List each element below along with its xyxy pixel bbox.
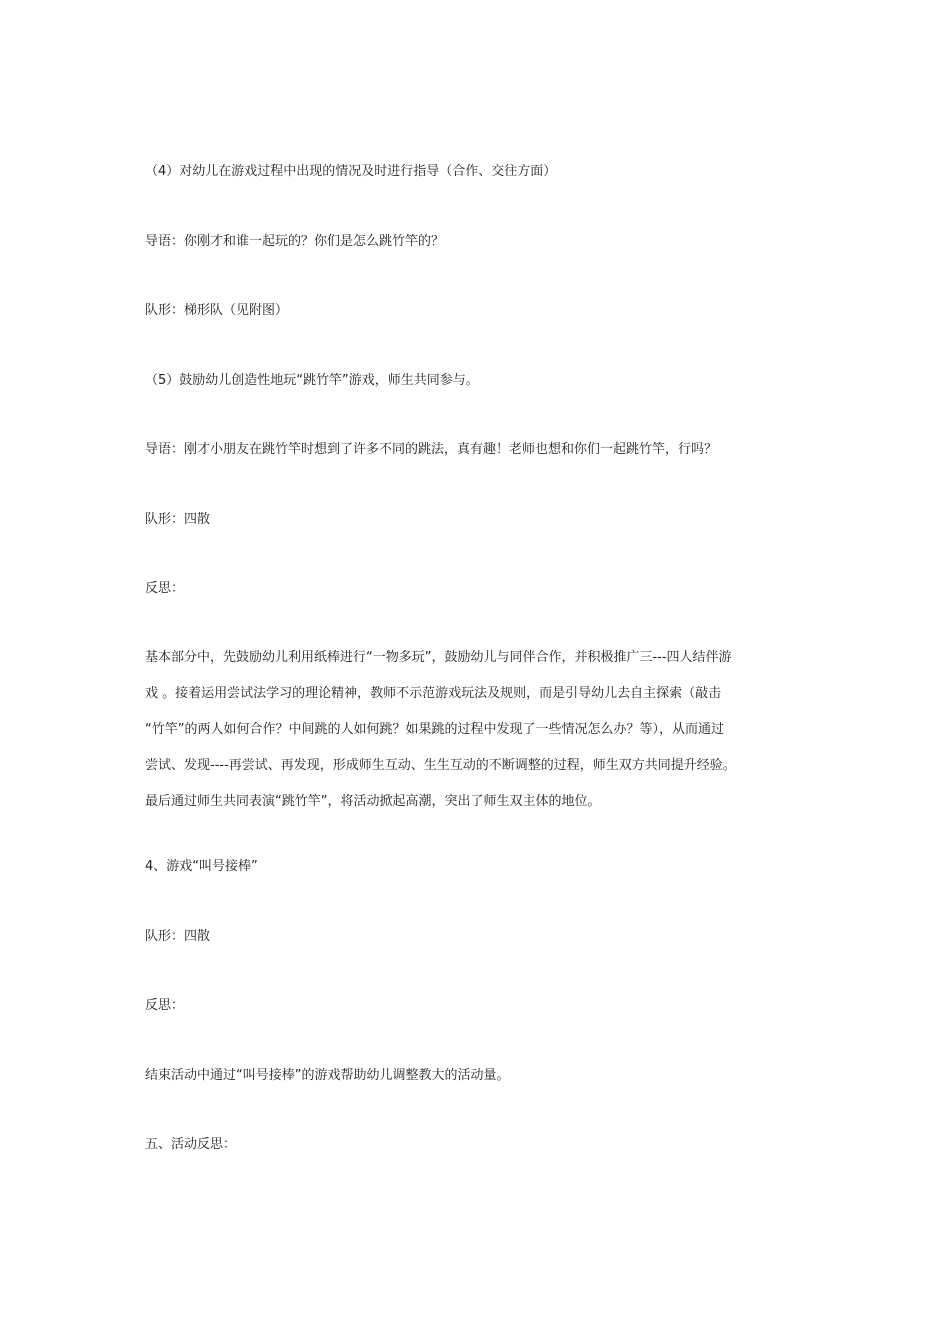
section-4-title: 4、游戏“叫号接棒” — [145, 859, 258, 874]
section-5-title: 五、活动反思： — [145, 1137, 237, 1152]
reflection-line: 戏 。接着运用尝试法学习的理论精神，教师不示范游戏玩法及规则，而是引导幼儿去自主探索（敲击 — [145, 686, 722, 701]
step-5-instruction: （5）鼓励幼儿创造性地玩“跳竹竿”游戏，师生共同参与。 — [145, 373, 479, 388]
step-5-prompt: 导语：刚才小朋友在跳竹竿时想到了许多不同的跳法，真有趣！老师也想和你们一起跳竹竿，行吗？ — [145, 442, 718, 457]
reflection-line: “竹竿”的两人如何合作？中间跳的人如何跳？如果跳的过程中发现了一些情况怎么办？等），从而通过 — [145, 722, 724, 737]
section-4-formation: 队形：四散 — [145, 929, 211, 944]
reflection-line: 尝试、发现----再尝试、再发现，形成师生互动、生生互动的不断调整的过程，师生双方共同提升经验。 — [145, 758, 736, 773]
step-4-prompt: 导语：你刚才和谁一起玩的？你们是怎么跳竹竿的？ — [145, 234, 445, 249]
section-4-reflection-text: 结束活动中通过“叫号接棒”的游戏帮助幼儿调整教大的活动量。 — [145, 1068, 510, 1083]
reflection-line: 基本部分中，先鼓励幼儿利用纸棒进行“一物多玩”，鼓励幼儿与同伴合作，并积极推广三---四人结伴游 — [145, 650, 732, 665]
step-5-formation: 队形：四散 — [145, 512, 211, 527]
reflection-line: 最后通过师生共同表演“跳竹竿”，将活动掀起高潮，突出了师生双主体的地位。 — [145, 794, 601, 809]
step-4-guidance: （4）对幼儿在游戏过程中出现的情况及时进行指导（合作、交往方面） — [145, 164, 557, 179]
section-4-reflection-label: 反思： — [145, 998, 185, 1013]
reflection-paragraph — [145, 640, 807, 820]
reflection-label: 反思： — [145, 581, 185, 596]
step-4-formation: 队形：梯形队（见附图） — [145, 303, 289, 318]
